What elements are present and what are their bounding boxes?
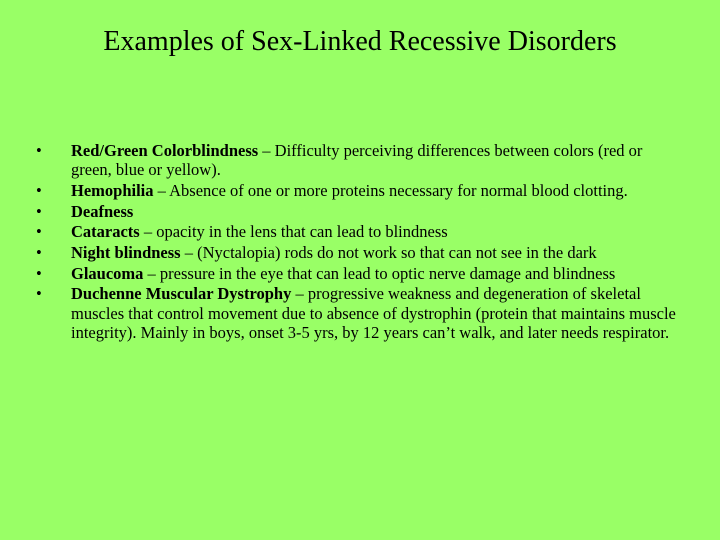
disorder-description: – pressure in the eye that can lead to optic nerve damage and blindness bbox=[143, 263, 616, 283]
disorder-term: Cataracts bbox=[71, 222, 140, 242]
disorder-bullet-list bbox=[36, 141, 686, 344]
disorder-term: Glaucoma bbox=[71, 263, 144, 283]
bullet-icon: • bbox=[36, 243, 42, 263]
disorder-term: Red/Green Colorblindness bbox=[71, 141, 259, 160]
bullet-icon: • bbox=[36, 180, 42, 200]
list-item-colorblindness bbox=[36, 141, 686, 180]
bullet-icon: • bbox=[36, 201, 42, 221]
disorder-term: Duchenne Muscular Dystrophy bbox=[71, 284, 292, 304]
disorder-term: Deafness bbox=[71, 201, 134, 221]
bullet-icon: • bbox=[36, 141, 42, 160]
disorder-term: Night blindness bbox=[71, 243, 181, 263]
list-item-duchenne bbox=[36, 284, 686, 342]
disorder-description: – Absence of one or more proteins necessary for normal blood clotting. bbox=[153, 180, 628, 200]
disorder-description: – Difficulty perceiving differences between colors (red or green, blue or yellow). bbox=[71, 141, 643, 180]
list-item-glaucoma bbox=[36, 264, 686, 283]
list-item-hemophilia bbox=[36, 181, 686, 200]
disorder-description: – (Nyctalopia) rods do not work so that can not see in the dark bbox=[180, 243, 597, 263]
disorder-term: Hemophilia bbox=[71, 180, 154, 200]
bullet-icon: • bbox=[36, 263, 42, 283]
list-item-night-blindness bbox=[36, 243, 686, 262]
bullet-icon: • bbox=[36, 222, 42, 242]
list-item-deafness bbox=[36, 202, 686, 221]
bullet-icon: • bbox=[36, 284, 42, 304]
list-item-cataracts bbox=[36, 222, 686, 241]
slide-title: Examples of Sex-Linked Recessive Disorders bbox=[103, 26, 617, 57]
disorder-description: – progressive weakness and degeneration of skeletal muscles that control movement due to absence of dystrophin (protein that maintains muscle integrity). Mainly in boys, onset 3-5 yrs, by 12 years can’t walk, and later needs respirator. bbox=[71, 284, 676, 343]
disorder-description: – opacity in the lens that can lead to blindness bbox=[139, 222, 448, 242]
